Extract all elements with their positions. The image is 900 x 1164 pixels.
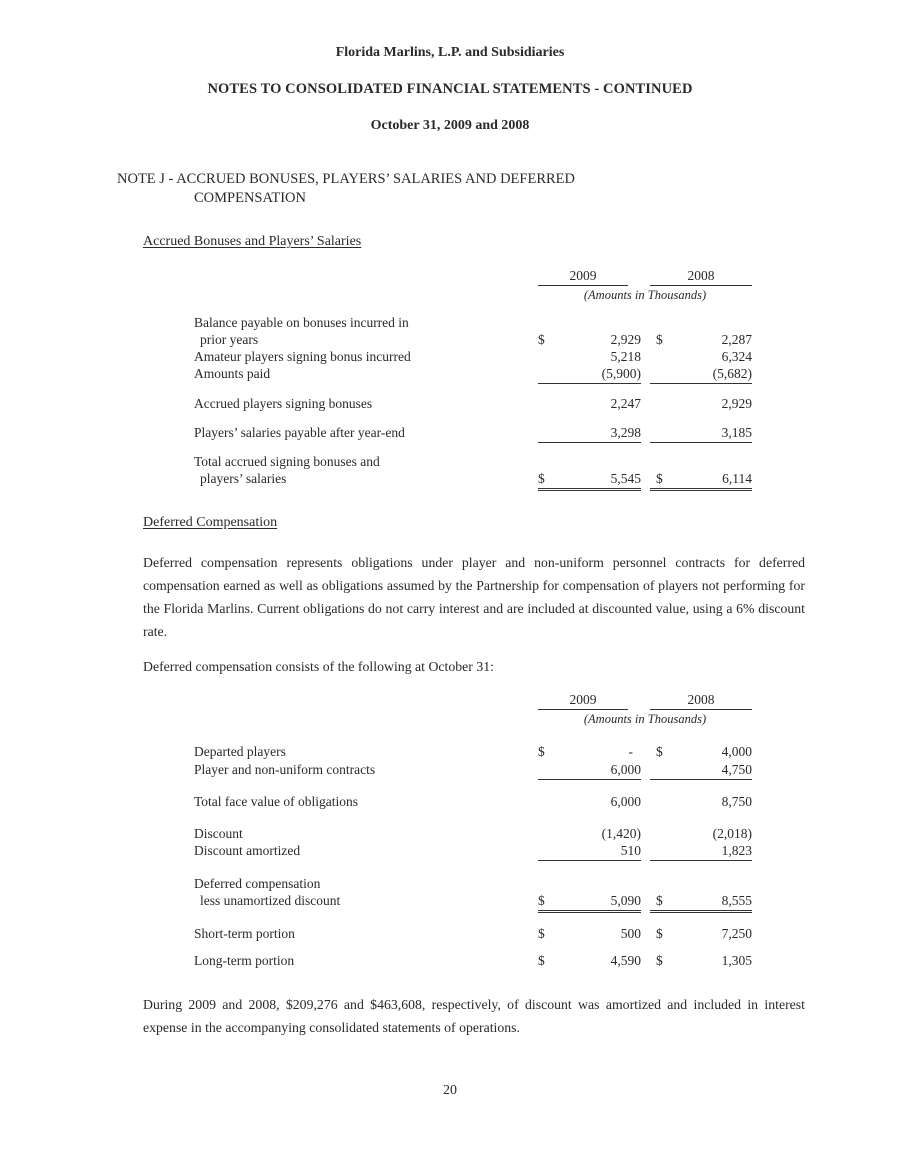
deferred-row-label: Discount amortized [194, 843, 301, 858]
dollar-sign: $ [656, 471, 663, 486]
accrued-value-2009: (5,900) [538, 366, 641, 384]
deferred-section-title: Deferred Compensation [143, 515, 278, 530]
note-heading: NOTE J - ACCRUED BONUSES, PLAYERS’ SALARIES AND DEFERRED [117, 171, 576, 187]
deferred-value-2008: 1,823 [650, 843, 752, 861]
deferred-value-2008: 1,305 [721, 953, 752, 968]
deferred-value-2009: 510 [538, 843, 641, 861]
accrued-row-label: Total accrued signing bonuses and [194, 454, 380, 469]
dollar-sign: $ [538, 926, 545, 941]
company-name: Florida Marlins, L.P. and Subsidiaries [335, 45, 565, 60]
accrued-row-label: prior years [200, 332, 259, 347]
deferred-intro: Deferred compensation consists of the following at October 31: [143, 659, 494, 674]
accrued-row-label: Balance payable on bonuses incurred in [194, 315, 409, 330]
accrued-value-2008: (5,682) [650, 366, 752, 384]
deferred-value-2009: 6,000 [538, 762, 641, 780]
deferred-value-2009: - [628, 744, 633, 759]
dollar-sign: $ [656, 893, 663, 908]
dollar-sign: $ [538, 332, 545, 347]
deferred-row-label: Deferred compensation [194, 876, 321, 891]
note-heading-continued: COMPENSATION [194, 190, 306, 206]
accrued-row-label: Amateur players signing bonus incurred [194, 349, 411, 364]
dollar-sign: $ [656, 744, 663, 759]
accrued-total-2009: 5,545 [538, 471, 641, 491]
deferred-description: Deferred compensation represents obligations under player and non-uniform personnel contracts for deferred compensation earned as well as obligations assumed by the Partnership for compensation of players not performing for the Florida Marlins. Current obligations do not carry interest and are included at discounted value, using a 6% discount rate. [143, 555, 805, 639]
accrued-value-2008: 3,185 [650, 425, 752, 443]
deferred-row-label: Short-term portion [194, 926, 295, 941]
accrued-row-label: Accrued players signing bonuses [194, 396, 373, 411]
accrued-col-2009: 2009 [538, 268, 628, 286]
accrued-value-2009: 3,298 [538, 425, 641, 443]
dollar-sign: $ [538, 893, 545, 908]
accrued-col-2008: 2008 [650, 268, 752, 286]
dollar-sign: $ [656, 926, 663, 941]
page-number: 20 [443, 1083, 457, 1098]
deferred-row-label: Total face value of obligations [194, 794, 358, 809]
deferred-row-label: Departed players [194, 744, 286, 759]
accrued-total-2008: 6,114 [650, 471, 752, 491]
closing-paragraph: During 2009 and 2008, $209,276 and $463,608, respectively, of discount was amortized and included in interest expense in the accompanying consolidated statements of operations. [143, 997, 805, 1035]
accrued-value-2009: 2,247 [610, 396, 641, 411]
dollar-sign: $ [538, 471, 545, 486]
deferred-value-2008: 7,250 [721, 926, 752, 941]
deferred-total-2009: 5,090 [538, 893, 641, 913]
dollar-sign: $ [538, 953, 545, 968]
accrued-value-2009: 5,218 [610, 349, 641, 364]
deferred-total-2008: 8,555 [650, 893, 752, 913]
accrued-section-title: Accrued Bonuses and Players’ Salaries [143, 234, 362, 249]
deferred-value-2008: 4,000 [721, 744, 752, 759]
accrued-value-2008: 2,929 [721, 396, 752, 411]
statement-date: October 31, 2009 and 2008 [370, 118, 530, 133]
deferred-col-2008: 2008 [650, 692, 752, 710]
deferred-value-2009: (1,420) [601, 826, 641, 841]
deferred-col-2009: 2009 [538, 692, 628, 710]
accrued-row-label: Amounts paid [194, 366, 271, 381]
accrued-units: (Amounts in Thousands) [583, 288, 707, 302]
accrued-value-2009: 2,929 [610, 332, 641, 347]
deferred-value-2008: (2,018) [712, 826, 752, 841]
deferred-row-label: less unamortized discount [200, 893, 341, 908]
accrued-row-label: players’ salaries [200, 471, 287, 486]
deferred-row-label: Discount [194, 826, 243, 841]
accrued-row-label: Players’ salaries payable after year-end [194, 425, 405, 440]
document-title: NOTES TO CONSOLIDATED FINANCIAL STATEMENTS - CONTINUED [207, 81, 693, 97]
dollar-sign: $ [656, 953, 663, 968]
deferred-value-2008: 8,750 [721, 794, 752, 809]
deferred-row-label: Long-term portion [194, 953, 295, 968]
deferred-value-2009: 6,000 [610, 794, 641, 809]
deferred-value-2008: 4,750 [650, 762, 752, 780]
deferred-value-2009: 4,590 [610, 953, 641, 968]
deferred-units: (Amounts in Thousands) [583, 712, 707, 726]
accrued-value-2008: 2,287 [721, 332, 752, 347]
dollar-sign: $ [538, 744, 545, 759]
deferred-value-2009: 500 [620, 926, 641, 941]
accrued-value-2008: 6,324 [721, 349, 752, 364]
deferred-row-label: Player and non-uniform contracts [194, 762, 376, 777]
dollar-sign: $ [656, 332, 663, 347]
